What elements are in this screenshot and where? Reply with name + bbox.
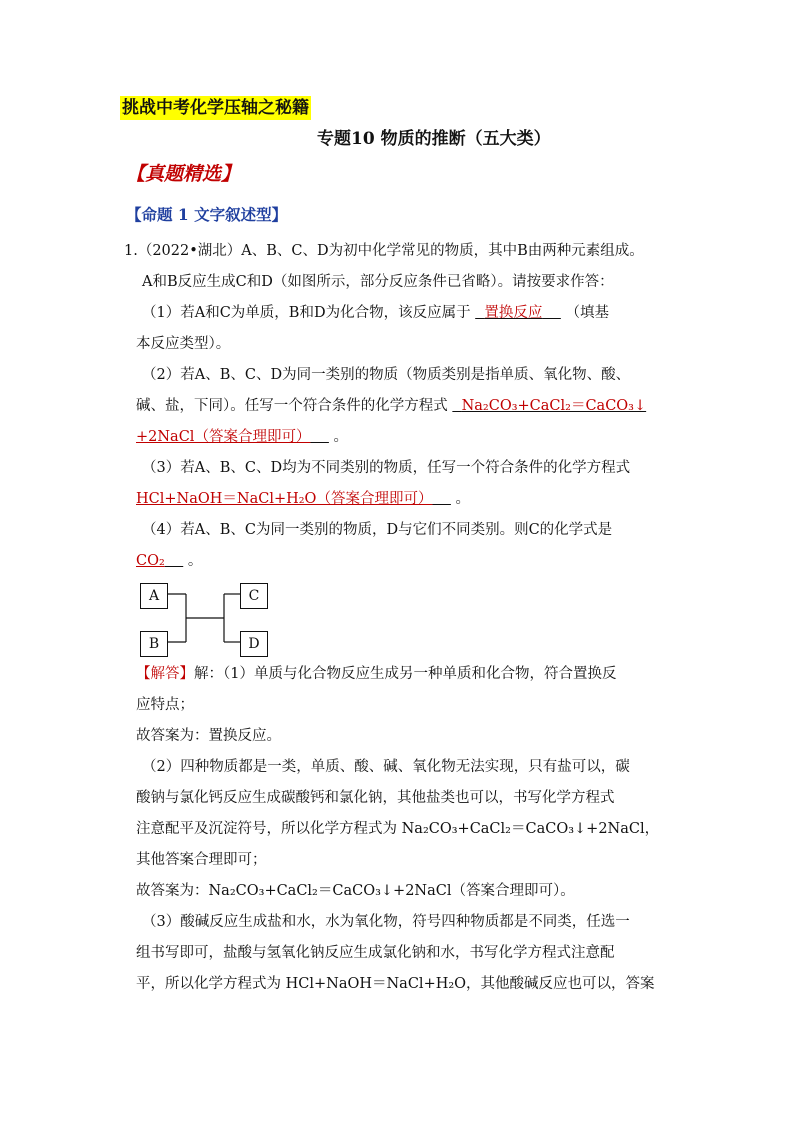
box-c: C (240, 583, 268, 609)
solution-line-10: 组书写即可，盐酸与氢氧化钠反应生成氯化钠和水，书写化学方程式注意配 (136, 945, 615, 961)
answer-blank-3: HCl+NaOH＝NaCl+H₂O（答案合理即可） (136, 491, 433, 507)
answer-blank-2-cont: +2NaCl（答案合理即可） (136, 429, 311, 445)
question-part-4-answer: CO₂ 。 (136, 553, 203, 569)
solution-line-3: 故答案为：置换反应。 (136, 728, 281, 744)
question-part-1-tail: （填基 (565, 305, 609, 321)
answer-blank-2: Na₂CO₃+CaCl₂＝CaCO₃↓ (461, 398, 647, 414)
question-part-2-cont: 碱、盐，下同）。任写一个符合条件的化学方程式 Na₂CO₃+CaCl₂＝CaCO₃↓ (136, 398, 647, 414)
solution-line-7: 其他答案合理即可； (136, 852, 267, 868)
question-part-2-answer-cont: +2NaCl（答案合理即可） 。 (136, 429, 348, 445)
page-title: 专题10 物质的推断（五大类） (317, 129, 551, 149)
solution-line-9: （3）酸碱反应生成盐和水，水为氧化物，符号四种物质都是不同类，任选一 (142, 914, 630, 930)
section-title: 【真题精选】 (126, 163, 241, 185)
question-part-2: （2）若A、B、C、D为同一类别的物质（物质类别是指单质、氧化物、酸、 (142, 367, 631, 383)
document-banner: 挑战中考化学压轴之秘籍 (122, 98, 309, 118)
box-b: B (140, 631, 168, 657)
solution-line-2: 应特点； (136, 697, 194, 713)
question-part-1-text: （1）若A和C为单质，B和D为化合物，该反应属于 (142, 305, 471, 321)
question-line-1: 1.（2022•湖北）A、B、C、D为初中化学常见的物质，其中B由两种元素组成。 (124, 243, 644, 259)
question-part-1-cont: 本反应类型）。 (136, 336, 231, 352)
solution-label: 【解答】 (136, 666, 194, 682)
answer-blank-4: CO₂ (136, 553, 165, 569)
solution-line-6: 注意配平及沉淀符号，所以化学方程式为 Na₂CO₃+CaCl₂＝CaCO₃↓+2NaCl， (136, 821, 660, 837)
solution-line-4: （2）四种物质都是一类，单质、酸、碱、氧化物无法实现，只有盐可以，碳 (142, 759, 630, 775)
solution-line-5: 酸钠与氯化钙反应生成碳酸钙和氯化钠，其他盐类也可以，书写化学方程式 (136, 790, 615, 806)
answer-blank-1: 置换反应 (484, 305, 543, 321)
question-part-3-answer: HCl+NaOH＝NaCl+H₂O（答案合理即可） 。 (136, 491, 470, 507)
question-part-3: （3）若A、B、C、D均为不同类别的物质，任写一个符合条件的化学方程式 (142, 460, 631, 476)
question-part-4: （4）若A、B、C为同一类别的物质，D与它们不同类别。则C的化学式是 (142, 522, 613, 538)
question-part-1 (142, 303, 609, 323)
solution-line-11: 平，所以化学方程式为 HCl+NaOH＝NaCl+H₂O，其他酸碱反应也可以，答案 (136, 976, 655, 992)
solution-line-1: 【解答】解：（1）单质与化合物反应生成另一种单质和化合物，符合置换反 (136, 666, 617, 682)
solution-line-8: 故答案为：Na₂CO₃+CaCl₂＝CaCO₃↓+2NaCl（答案合理即可）。 (136, 883, 575, 899)
proposition-heading: 【命题 1 文字叙述型】 (126, 205, 288, 224)
box-a: A (140, 583, 168, 609)
box-d: D (240, 631, 268, 657)
question-line-2: A和B反应生成C和D（如图所示，部分反应条件已省略）。请按要求作答： (142, 274, 614, 290)
